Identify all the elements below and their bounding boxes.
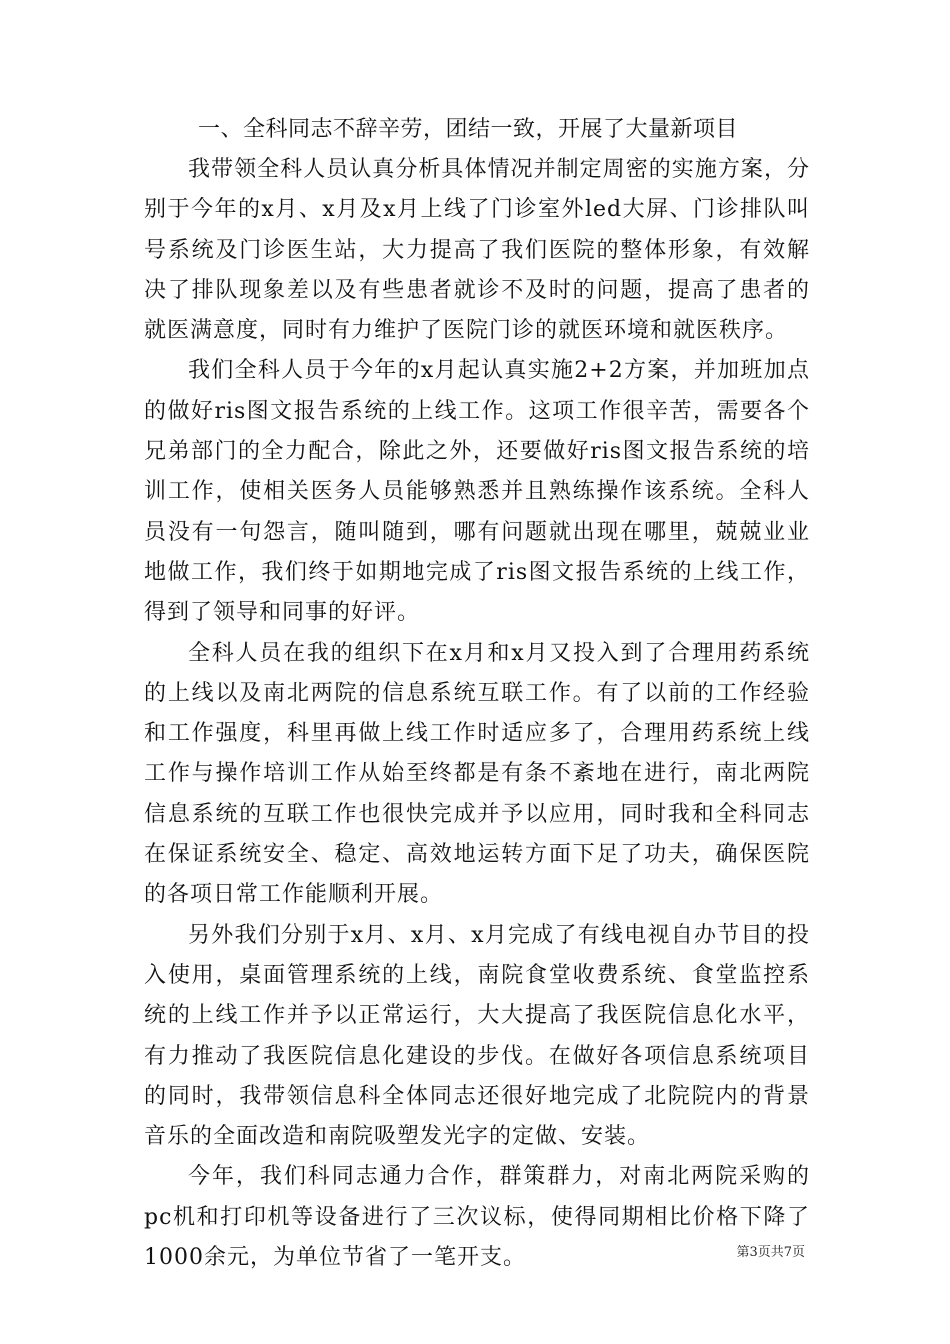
paragraph-4: 另外我们分别于x月、x月、x月完成了有线电视自办节目的投入使用，桌面管理系统的上线，南院食堂收费系统、食堂监控系统的上线工作并予以正常运行，大大提高了我医院信息化水平，有力推动了我医院信息化建设的步伐。在做好各项信息系统项目的同时，我带领信息科全体同志还很好地完成了北院院内的背景音乐的全面改造和南院吸塑发光字的定做、安装。: [144, 922, 810, 1150]
section-heading: 一、全科同志不辞辛劳，团结一致，开展了大量新项目: [198, 117, 739, 142]
document-body: [144, 110, 810, 1278]
page-number-footer: 第3页共7页: [736, 1245, 805, 1260]
paragraph-5: 今年，我们科同志通力合作，群策群力，对南北两院采购的pc机和打印机等设备进行了三次议标，使得同期相比价格下降了1000余元，为单位节省了一笔开支。: [144, 1164, 810, 1271]
paragraph-2: 我们全科人员于今年的x月起认真实施2+2方案，并加班加点的做好ris图文报告系统的上线工作。这项工作很辛苦，需要各个兄弟部门的全力配合，除此之外，还要做好ris图文报告系统的培训工作，使相关医务人员能够熟悉并且熟练操作该系统。全科人员没有一句怨言，随叫随到，哪有问题就出现在哪里，兢兢业业地做工作，我们终于如期地完成了ris图文报告系统的上线工作，得到了领导和同事的好评。: [144, 358, 810, 626]
paragraph-1: 我带领全科人员认真分析具体情况并制定周密的实施方案，分别于今年的x月、x月及x月上线了门诊室外led大屏、门诊排队叫号系统及门诊医生站，大力提高了我们医院的整体形象，有效解决了排队现象差以及有些患者就诊不及时的问题，提高了患者的就医满意度，同时有力维护了医院门诊的就医环境和就医秩序。: [144, 157, 810, 344]
paragraph-3: 全科人员在我的组织下在x月和x月又投入到了合理用药系统的上线以及南北两院的信息系统互联工作。有了以前的工作经验和工作强度，科里再做上线工作时适应多了，合理用药系统上线工作与操作培训工作从始至终都是有条不紊地在进行，南北两院信息系统的互联工作也很快完成并予以应用，同时我和全科同志在保证系统安全、稳定、高效地运转方面下足了功夫，确保医院的各项日常工作能顺利开展。: [144, 640, 810, 908]
